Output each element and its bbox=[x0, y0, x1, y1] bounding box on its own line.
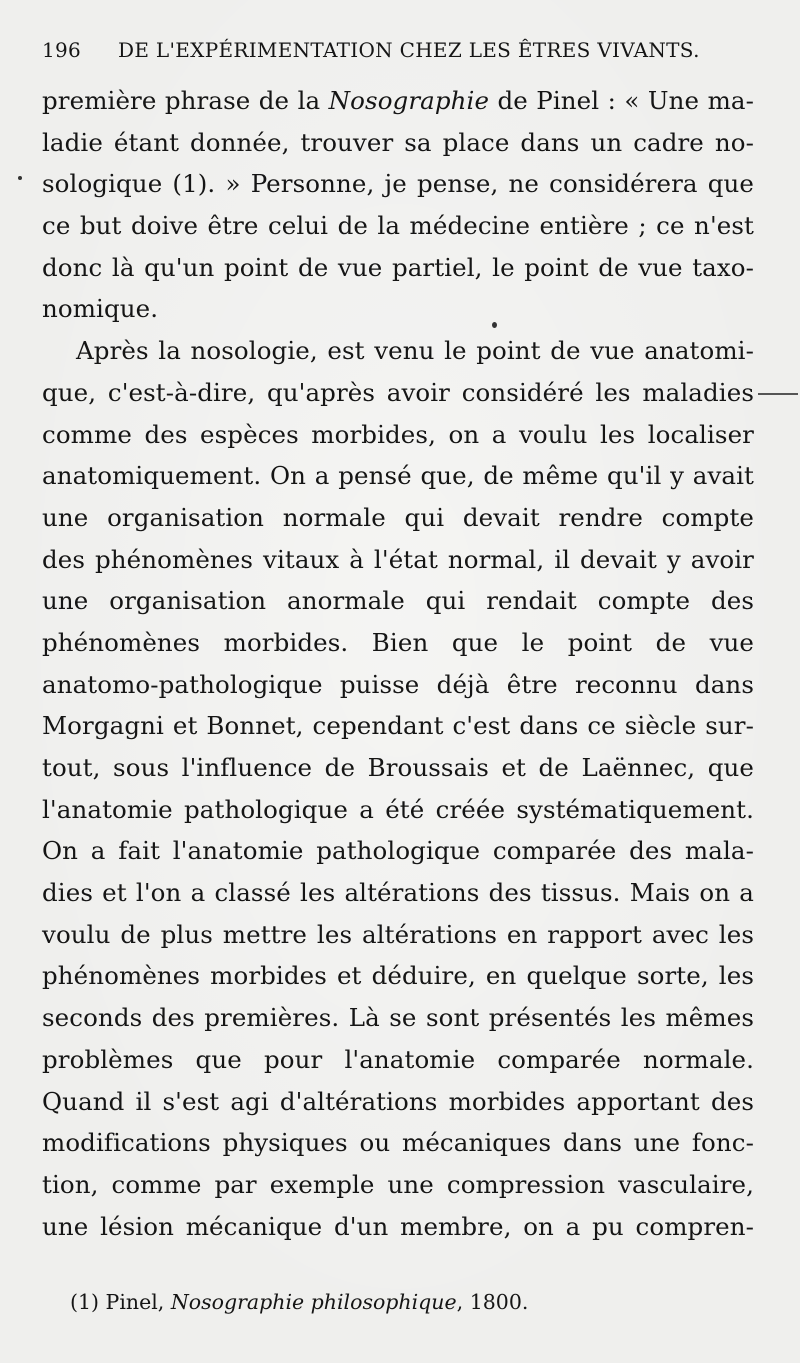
text-line: tout, sous l'influence de Broussais et de Laënnec, que bbox=[42, 753, 754, 782]
text-line: une organisation anormale qui rendait compte des bbox=[42, 586, 754, 616]
footnote-book-title: Nosographie philosophique bbox=[170, 1290, 457, 1314]
text-line: comme des espèces morbides, on a voulu les localiser bbox=[42, 419, 754, 449]
text-line: phénomènes morbides et déduire, en quelque sorte, les bbox=[42, 961, 754, 991]
text-line: modifications physiques ou mécaniques dans une fonc- bbox=[42, 1128, 754, 1158]
footnote-marker: (1) Pinel, bbox=[70, 1290, 171, 1314]
running-head: DE L'EXPÉRIMENTATION CHEZ LES ÊTRES VIVANTS. bbox=[118, 38, 700, 62]
page-header bbox=[42, 38, 742, 70]
text-line: dies et l'on a classé les altérations des tissus. Mais on a bbox=[42, 878, 754, 908]
book-title-nosographie: Nosographie bbox=[328, 86, 490, 115]
text-line: l'anatomie pathologique a été créée systématiquement. bbox=[42, 794, 754, 824]
text-line: Quand il s'est agi d'altérations morbides apportant des bbox=[42, 1086, 754, 1116]
text-line: sologique (1). » Personne, je pense, ne considérera que bbox=[42, 169, 754, 199]
text-line: voulu de plus mettre les altérations en rapport avec les bbox=[42, 919, 754, 949]
text-line: tion, comme par exemple une compression vasculaire, bbox=[42, 1169, 754, 1199]
text-line: donc là qu'un point de vue partiel, le point de vue taxo- bbox=[42, 252, 754, 282]
footnote-date: , 1800. bbox=[456, 1290, 529, 1314]
text-line: des phénomènes vitaux à l'état normal, il devait y avoir bbox=[42, 544, 754, 574]
paragraph-start-line: Après la nosologie, est venu le point de vue anatomi- bbox=[76, 336, 754, 366]
text-line: une lésion mécanique d'un membre, on a pu compren- bbox=[42, 1211, 754, 1241]
text-line: première phrase de la Nosographie de Pinel : « Une ma- bbox=[42, 86, 754, 115]
ink-speck bbox=[492, 322, 497, 328]
text-line: que, c'est-à-dire, qu'après avoir considéré les maladies bbox=[42, 377, 754, 407]
text-line: phénomènes morbides. Bien que le point de vue bbox=[42, 627, 754, 657]
body-text bbox=[42, 80, 754, 1247]
text-line: anatomiquement. On a pensé que, de même qu'il y avait bbox=[42, 461, 754, 491]
text-line: une organisation normale qui devait rendre compte bbox=[42, 502, 754, 532]
margin-mark bbox=[758, 393, 798, 395]
text-line: Morgagni et Bonnet, cependant c'est dans ce siècle sur- bbox=[42, 711, 754, 741]
text-line: anatomo-pathologique puisse déjà être reconnu dans bbox=[42, 669, 754, 699]
text-line: On a fait l'anatomie pathologique comparée des mala- bbox=[42, 836, 754, 866]
text-line: ladie étant donnée, trouver sa place dans un cadre no- bbox=[42, 127, 754, 157]
footnote bbox=[70, 1290, 730, 1314]
text-line: ce but doive être celui de la médecine entière ; ce n'est bbox=[42, 211, 754, 241]
text-line: nomique. bbox=[42, 294, 159, 324]
text-line: problèmes que pour l'anatomie comparée normale. bbox=[42, 1044, 754, 1074]
page-number: 196 bbox=[42, 38, 82, 62]
ink-speck bbox=[18, 176, 22, 180]
text-line: seconds des premières. Là se sont présentés les mêmes bbox=[42, 1003, 754, 1033]
